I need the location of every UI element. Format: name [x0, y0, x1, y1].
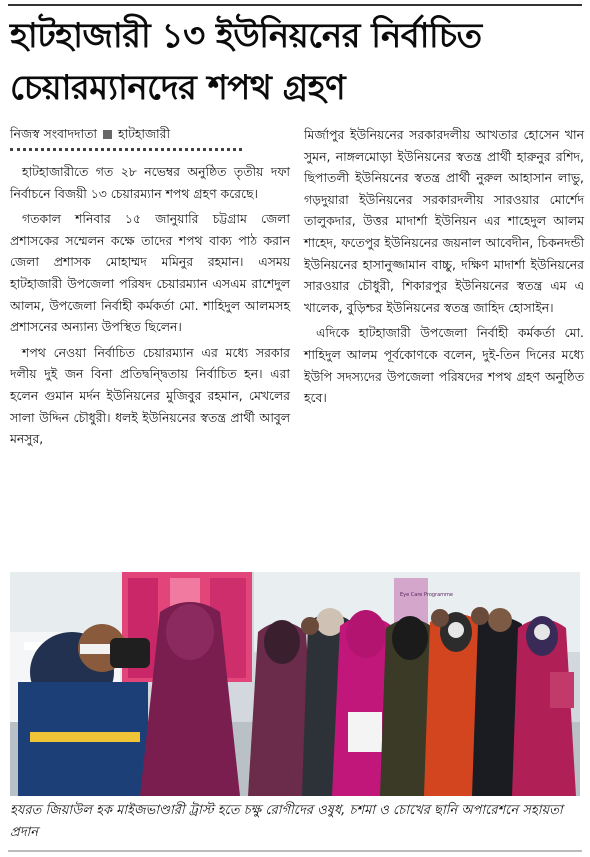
eye-camp-photo — [10, 572, 580, 796]
photo-caption: হযরত জিয়াউল হক মাইজভাণ্ডারী ট্রাস্ট হতে চক্ষু রোগীদের ওষুধ, চশমা ও চোখের ছানি অপারেশনে সহায়তা প্রদান — [10, 803, 563, 840]
paragraph-2: গতকাল শনিবার ১৫ জানুয়ারি চট্টগ্রাম জেলা প্রশাসকের সম্মেলন কক্ষে তাদের শপথ বাক্য পাঠ করান জেলা প্রশাসক মোহাম্মদ মমিনুর রহমান। এসময় হাটহাজারী উপজেলা পরিষদ চেয়ারম্যান এসএম রাশেদুল আলম, উপজেলা নির্বাহী কর্মকর্তা মো. শাহিদুল আলমসহ প্রশাসনের অন্যান্য উপস্থিত ছিলেন। — [10, 211, 290, 335]
left-column — [10, 124, 290, 450]
paragraph-4: মির্জাপুর ইউনিয়নের সরকারদলীয় আখতার হোসেন খান সুমন, নাঙ্গলমোড়া ইউনিয়নের স্বতন্ত্র প্রার্থী হারুনুর রশিদ, ছিপাতলী ইউনিয়নের স্বতন্ত্র প্রার্থী নুরুল আহাসান লাভু, গড়দুয়ারা ইউনিয়নের সরকারদলীয় সারওয়ার মোর্শেদ তালুকদার, উত্তর মাদার্শা ইউনিয়ন এর শাহেদুল আলম শাহেদ, ফতেপুর ইউনিয়নের জয়নাল আবেদীন, চিকনদন্ডী ইউনিয়নের হাসানুজ্জামান বাচ্চু, দক্ষিণ মাদার্শা ইউনিয়নের সারওয়ার চৌধুরী, শিকারপুর ইউনিয়নের স্বতন্ত্র এম এ খালেক, বুড়িশ্চর ইউনিয়নের স্বতন্ত্র জাহিদ হোসাইন। — [304, 127, 584, 315]
byline — [10, 124, 290, 144]
banner-text: Eye Care Programme — [400, 592, 453, 598]
paragraph-1: হাটহাজারীতে গত ২৮ নভেম্বর অনুষ্ঠিত তৃতীয় দফা নির্বাচনে বিজয়ী ১৩ চেয়ারম্যান শপথ গ্রহণ করেছে। — [10, 164, 290, 201]
paragraph-3: শপথ নেওয়া নির্বাচিত চেয়ারম্যান এর মধ্যে সরকার দলীয় দুই জন বিনা প্রতিদ্বন্দ্বিতায় নির্বাচিত হন। এরা হলেন গুমান মর্দন ইউনিয়নের মুজিবুর রহমান, মেখলের সালা উদ্দিন চৌধুরী। ধলই ইউনিয়নের স্বতন্ত্র প্রার্থী আবুল মনসুর, — [10, 344, 290, 447]
bottom-rule — [8, 850, 582, 852]
headline-line-1: হাটহাজারী ১৩ ইউনিয়নের নির্বাচিত — [10, 16, 482, 56]
right-column — [304, 124, 584, 409]
top-rule — [8, 4, 582, 6]
byline-reporter: নিজস্ব সংবাদদাতা — [10, 126, 98, 141]
paragraph-5: এদিকে হাটহাজারী উপজেলা নির্বাহী কর্মকর্তা মো. শাহিদুল আলম পূর্বকোণকে বলেন, দুই-তিন দিনের মধ্যে ইউপি সদস্যদের উপজেলা পরিষদের শপথ গ্রহণ অনুষ্ঠিত হবে। — [304, 325, 584, 406]
news-photo — [10, 572, 580, 796]
headline-line-2: চেয়ারম্যানদের শপথ গ্রহণ — [10, 68, 346, 108]
square-bullet-icon — [103, 130, 112, 139]
byline-place: হাটহাজারী — [118, 126, 171, 141]
headline — [10, 10, 582, 114]
dotted-divider — [10, 148, 242, 151]
